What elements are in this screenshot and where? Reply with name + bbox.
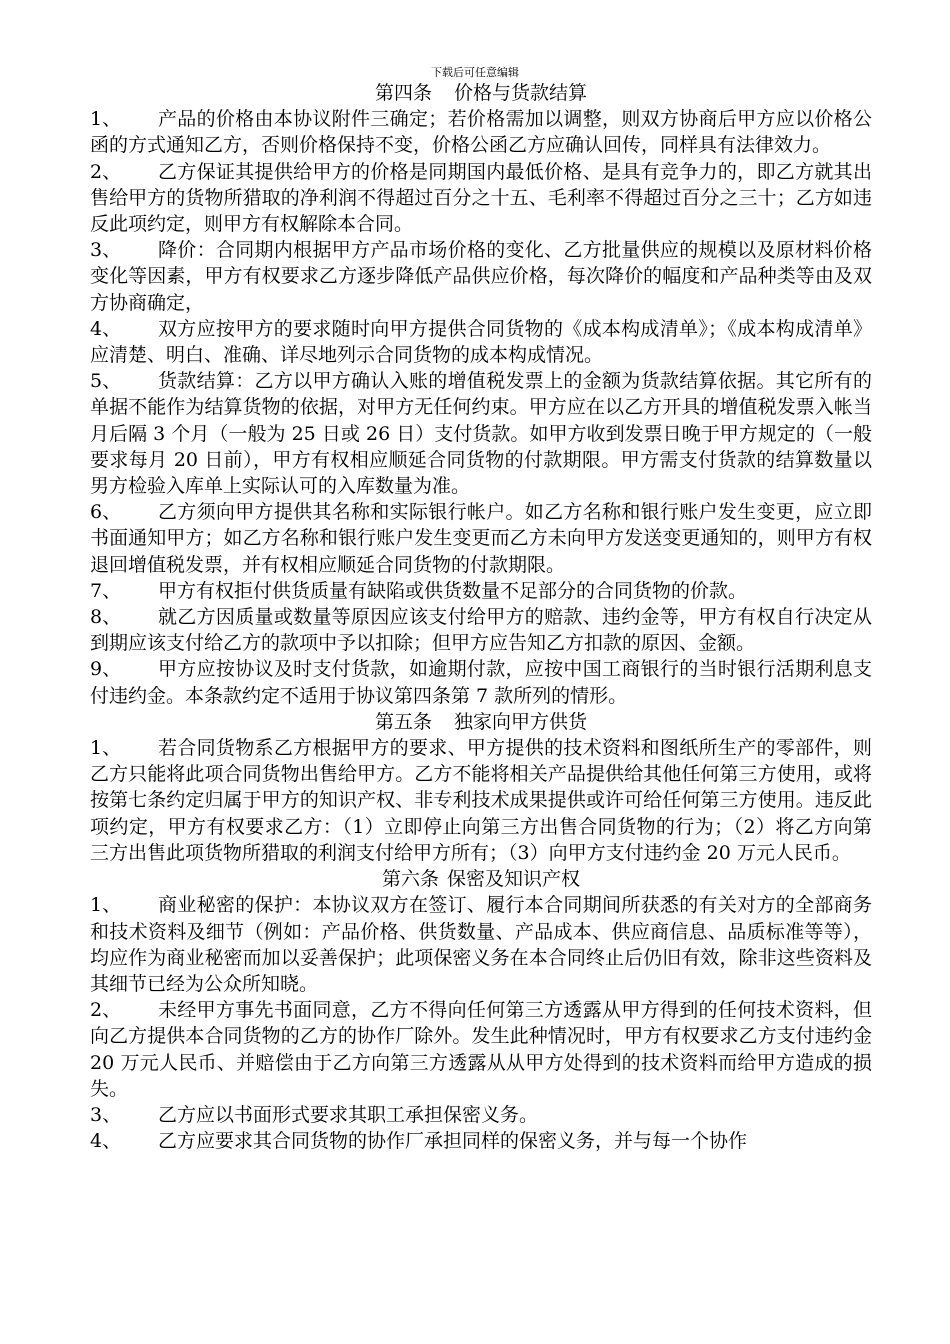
list-item — [90, 1128, 872, 1154]
item-text: 乙方应要求其合同货物的协作厂承担同样的保密义务，并与每一个协作 — [158, 1130, 748, 1153]
item-number: 9、 — [90, 658, 122, 681]
list-item — [90, 604, 872, 656]
list-item — [90, 237, 872, 316]
section-heading: 独家向甲方供货 — [454, 710, 588, 733]
list-item — [90, 106, 872, 158]
section-title — [90, 80, 872, 106]
item-text: 双方应按甲方的要求随时向甲方提供合同货物的《成本构成清单》；《成本构成清单》应清楚、明白、准确、详尽地列示合同货物的成本构成情况。 — [90, 317, 872, 367]
item-text: 乙方保证其提供给甲方的价格是同期国内最低价格、是具有竞争力的，即乙方就其出售给甲方的货物所猎取的净利润不得超过百分之十五、毛利率不得超过百分之三十；乙方如违反此项约定，则甲方有权解除本合同。 — [90, 160, 872, 236]
item-text: 商业秘密的保护：本协议双方在签订、履行本合同期间所获悉的有关对方的全部商务和技术资料及细节（例如：产品价格、供货数量、产品成本、供应商信息、品质标准等等），均应作为商业秘密而加以妥善保护；此项保密义务在本合同终止后仍旧有效，除非这些资料及其细节已经为公众所知晓。 — [90, 894, 872, 995]
item-number: 1、 — [90, 737, 122, 760]
item-number: 1、 — [90, 894, 122, 917]
page-header: 下载后可任意编辑 — [431, 66, 519, 79]
item-text: 就乙方因质量或数量等原因应该支付给甲方的赔款、违约金等，甲方有权自行决定从到期应该支付给乙方的款项中予以扣除；但甲方应告知乙方扣款的原因、金额。 — [90, 606, 872, 655]
item-text: 未经甲方事先书面同意，乙方不得向任何第三方透露从甲方得到的任何技术资料，但向乙方提供本合同货物的乙方的协作厂除外。发生此种情况时，甲方有权要求乙方支付违约金 20 万元人民币、并赔偿由于乙方向第三方透露从从甲方处得到的技术资料而给甲方造成的损失。 — [90, 999, 872, 1100]
list-item — [90, 368, 872, 499]
section-heading: 保密及知识产权 — [447, 868, 581, 891]
item-number: 8、 — [90, 606, 122, 629]
list-item — [90, 159, 872, 238]
item-text: 甲方有权拒付供货质量有缺陷或供货数量不足部分的合同货物的价款。 — [158, 579, 748, 602]
list-item — [90, 578, 872, 604]
list-item — [90, 499, 872, 578]
item-number: 6、 — [90, 501, 122, 524]
list-item — [90, 735, 872, 866]
item-number: 2、 — [90, 160, 122, 183]
item-text: 降价：合同期内根据甲方产品市场价格的变化、乙方批量供应的规模以及原材料价格变化等因素，甲方有权要求乙方逐步降低产品供应价格，每次降价的幅度和产品种类等由及双方协商确定， — [90, 239, 872, 314]
section-heading: 价格与货款结算 — [454, 82, 588, 104]
list-item — [90, 997, 872, 1102]
item-text: 产品的价格由本协议附件三确定；若价格需加以调整，则双方协商后甲方应以价格公函的方式通知乙方，否则价格保持不变，价格公函乙方应确认回传，同样具有法律效力。 — [90, 108, 872, 157]
item-number: 3、 — [90, 239, 122, 262]
list-item — [90, 656, 872, 708]
item-number: 4、 — [90, 1130, 122, 1153]
list-item — [90, 892, 872, 997]
item-text: 若合同货物系乙方根据甲方的要求、甲方提供的技术资料和图纸所生产的零部件，则乙方只能将此项合同货物出售给甲方。乙方不能将相关产品提供给其他任何第三方使用，或将按第七条约定归属于甲方的知识产权、非专利技术成果提供或许可给任何第三方使用。违反此项约定，甲方有权要求乙方：（1）立即停止向第三方出售合同货物的行为；（2）将乙方向第三方出售此项货物所猎取的利润支付给甲方所有；（3）向甲方支付违约金 20 万元人民币。 — [90, 737, 872, 864]
section-number: 第六条 — [381, 868, 439, 891]
list-item — [90, 1102, 872, 1128]
item-text: 乙方须向甲方提供其名称和实际银行帐户。如乙方名称和银行账户发生变更，应立即书面通知甲方；如乙方名称和银行账户发生变更而乙方未向甲方发送变更通知的，则甲方有权退回增值税发票，并有权相应顺延合同货物的付款期限。 — [90, 501, 872, 576]
document-body — [90, 80, 872, 1154]
item-text: 甲方应按协议及时支付货款，如逾期付款，应按中国工商银行的当时银行活期利息支付违约金。本条款约定不适用于协议第四条第 7 款所列的情形。 — [90, 658, 872, 707]
section-title — [90, 709, 872, 735]
item-number: 7、 — [90, 579, 122, 602]
section-number: 第四条 — [374, 82, 432, 104]
item-number: 1、 — [90, 108, 122, 131]
list-item — [90, 316, 872, 368]
item-text: 货款结算：乙方以甲方确认入账的增值税发票上的金额为货款结算依据。其它所有的单据不能作为结算货物的依据，对甲方无任何约束。甲方应在以乙方开具的增值税发票入帐当月后隔 3 个月（一般为 25 日或 26 日）支付货款。如甲方收到发票日晚于甲方规定的（一般要求每月 20 日前），甲方有权相应顺延合同货物的付款期限。甲方需支付货款的结算数量以男方检验入库单上实际认可的入库数量为准。 — [90, 370, 872, 498]
section-title — [90, 866, 872, 892]
item-number: 4、 — [90, 317, 122, 340]
item-number: 3、 — [90, 1103, 122, 1126]
item-text: 乙方应以书面形式要求其职工承担保密义务。 — [158, 1103, 539, 1126]
item-number: 2、 — [90, 999, 122, 1022]
section-number: 第五条 — [374, 710, 432, 733]
item-number: 5、 — [90, 370, 122, 393]
